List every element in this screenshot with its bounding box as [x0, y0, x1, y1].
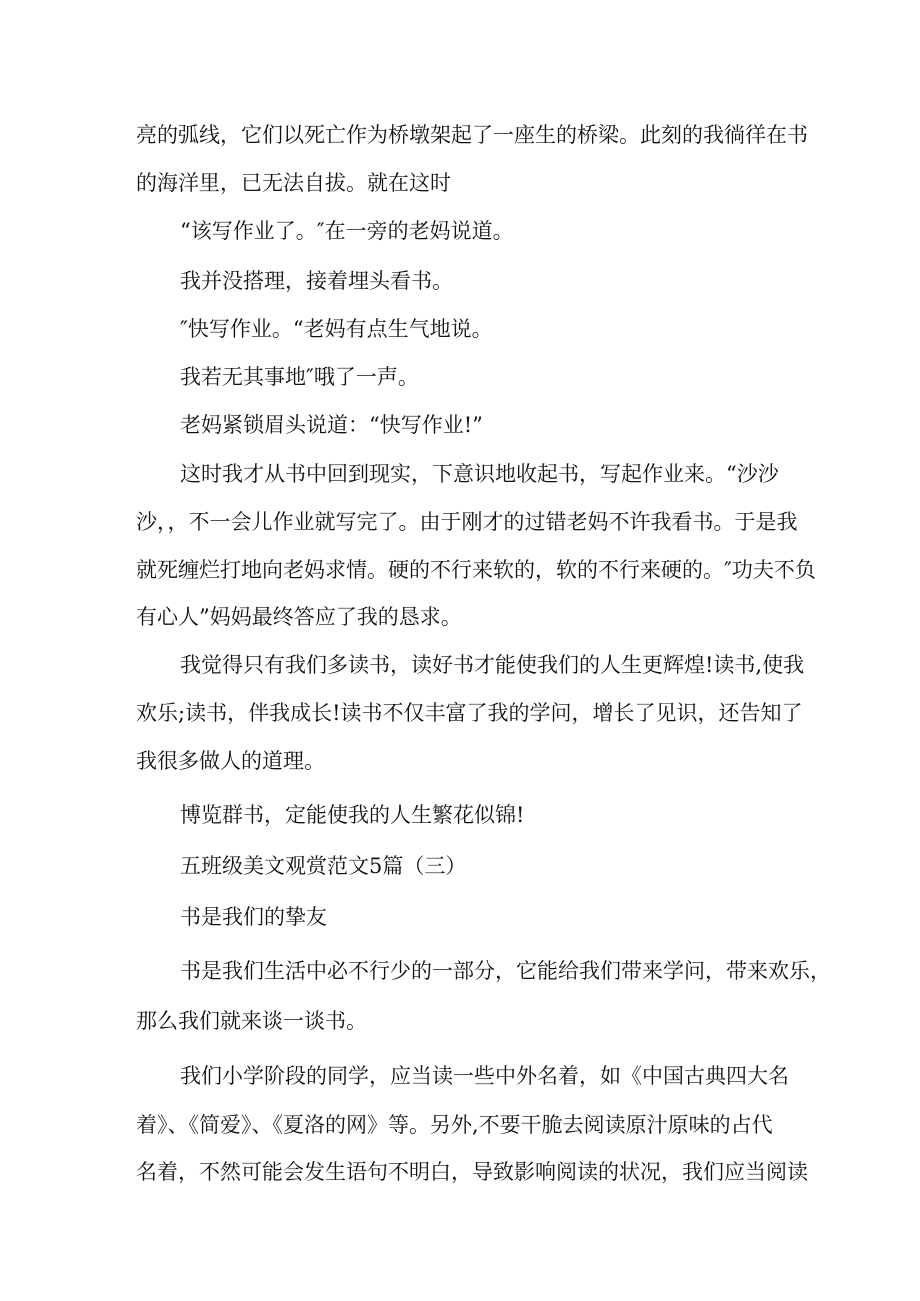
- text-line: 就死缠烂打地向老妈求情。硬的不行来软的，软的不行来硬的。″功夫不负: [136, 558, 816, 582]
- text-line: 那么我们就来谈一谈书。: [136, 1009, 367, 1033]
- text-line: 有心人”妈妈最终答应了我的恳求。: [136, 605, 462, 629]
- text-line: 我并没搭理，接着埋头看书。: [180, 269, 453, 293]
- text-line: 亮的弧线，它们以死亡作为桥墩架起了一座生的桥梁。此刻的我徜徉在书: [136, 123, 808, 147]
- text-line: 我若无其事地″哦了一声。: [180, 365, 419, 389]
- text-line: 名着，不然可能会发生语句不明白，导致影响阅读的状况，我们应当阅读: [136, 1160, 808, 1184]
- text-line: ″快写作业。“老妈有点生气地说。: [180, 317, 493, 341]
- text-line: 我很多做人的道理。: [136, 749, 325, 773]
- text-line: 老妈紧锁眉头说道：“快写作业!”: [180, 413, 483, 437]
- article-title: 书是我们的挚友: [180, 905, 327, 929]
- text-line: “该写作业了。″在一旁的老妈说道。: [180, 219, 514, 243]
- text-line: 这时我才从书中回到现实，下意识地收起书，写起作业来。“沙沙: [180, 462, 779, 486]
- text-line: 的海洋里，已无法自拔。就在这时: [136, 171, 451, 195]
- text-line: 欢乐;读书，伴我成长!读书不仅丰富了我的学问，增长了见识，还告知了: [136, 701, 803, 725]
- text-line: 我们小学阶段的同学，应当读一些中外名着，如《中国古典四大名: [180, 1064, 789, 1088]
- text-line: 着》、《简爱》、《夏洛的网》等。另外,不要干脆去阅读原汁原味的占代: [136, 1113, 773, 1137]
- section-heading: 五班级美文观赏范文5篇（三）: [180, 854, 467, 878]
- text-line: 博览群书，定能使我的人生繁花似锦!: [180, 803, 525, 827]
- text-line: 我觉得只有我们多读书，读好书才能使我们的人生更辉煌!读书,使我: [180, 653, 805, 677]
- text-line: 沙，，不一会儿作业就写完了。由于刚才的过错老妈不许我看书。于是我: [136, 510, 798, 534]
- text-line: 书是我们生活中必不行少的一部分，它能给我们带来学问，带来欢乐，: [180, 959, 831, 983]
